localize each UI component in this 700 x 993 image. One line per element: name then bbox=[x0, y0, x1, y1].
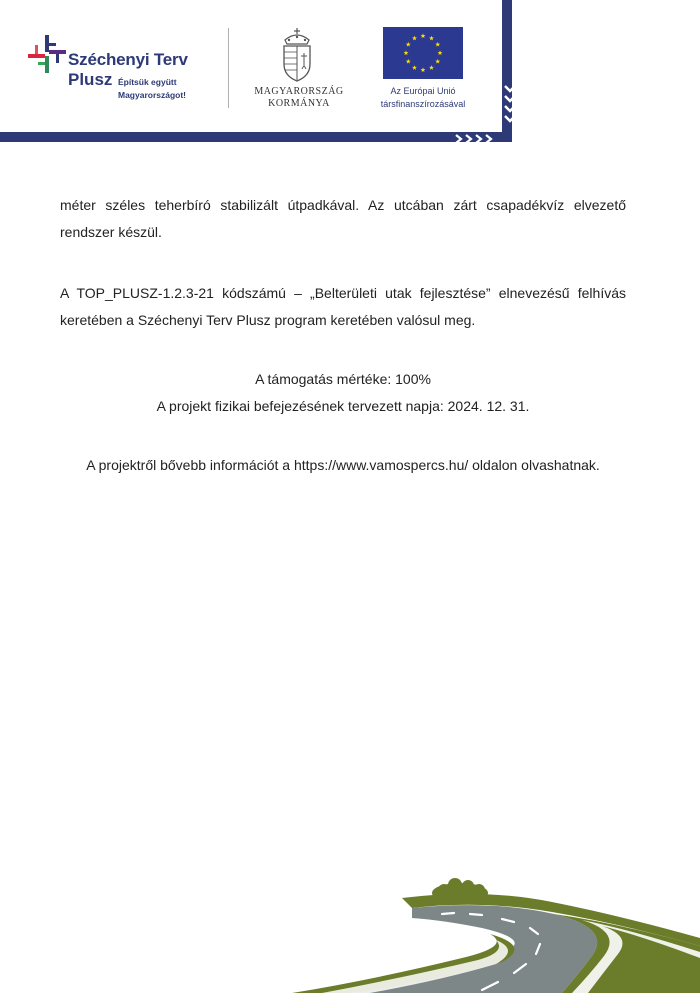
header-banner bbox=[0, 0, 512, 142]
road-illustration bbox=[292, 876, 700, 993]
paragraph-programme: A TOP_PLUSZ-1.2.3-21 kódszámú – „Belterületi utak fejlesztése” elnevezésű felhívás keretében a Széchenyi Terv Plusz program keretében valósul meg. bbox=[60, 285, 626, 328]
paragraph-roadside: méter széles teherbíró stabilizált útpadkával. Az utcában zárt csapadékvíz elvezető rendszer készül. bbox=[60, 197, 626, 240]
szechenyi-slogan-line1: Építsük együtt bbox=[118, 77, 177, 87]
chevron-right-icon bbox=[452, 133, 496, 145]
chevron-down-icon bbox=[503, 82, 517, 126]
szechenyi-slogan-line2: Magyarországot! bbox=[118, 90, 187, 100]
eu-cofinance-line2: társfinanszírozásával bbox=[380, 99, 466, 109]
szechenyi-cross-icon bbox=[26, 33, 68, 75]
header-bottom-bar bbox=[0, 132, 512, 142]
eu-flag-icon bbox=[383, 27, 463, 79]
szechenyi-plus: Plusz bbox=[68, 70, 113, 89]
government-name-line1: MAGYARORSZÁG bbox=[254, 86, 344, 97]
completion-date: A projekt fizikai befejezésének tervezett napja: 2024. 12. 31. bbox=[156, 398, 530, 414]
eu-cofinance-line1: Az Európai Unió bbox=[390, 86, 456, 96]
logo-divider bbox=[228, 28, 229, 108]
szechenyi-title: Széchenyi Terv bbox=[68, 50, 188, 69]
hungarian-coat-of-arms-icon bbox=[277, 26, 317, 84]
support-rate: A támogatás mértéke: 100% bbox=[255, 371, 431, 387]
more-info: A projektről bővebb információt a https://www.vamospercs.hu/ oldalon olvashatnak. bbox=[86, 457, 600, 473]
government-name-line2: KORMÁNYA bbox=[268, 98, 330, 109]
